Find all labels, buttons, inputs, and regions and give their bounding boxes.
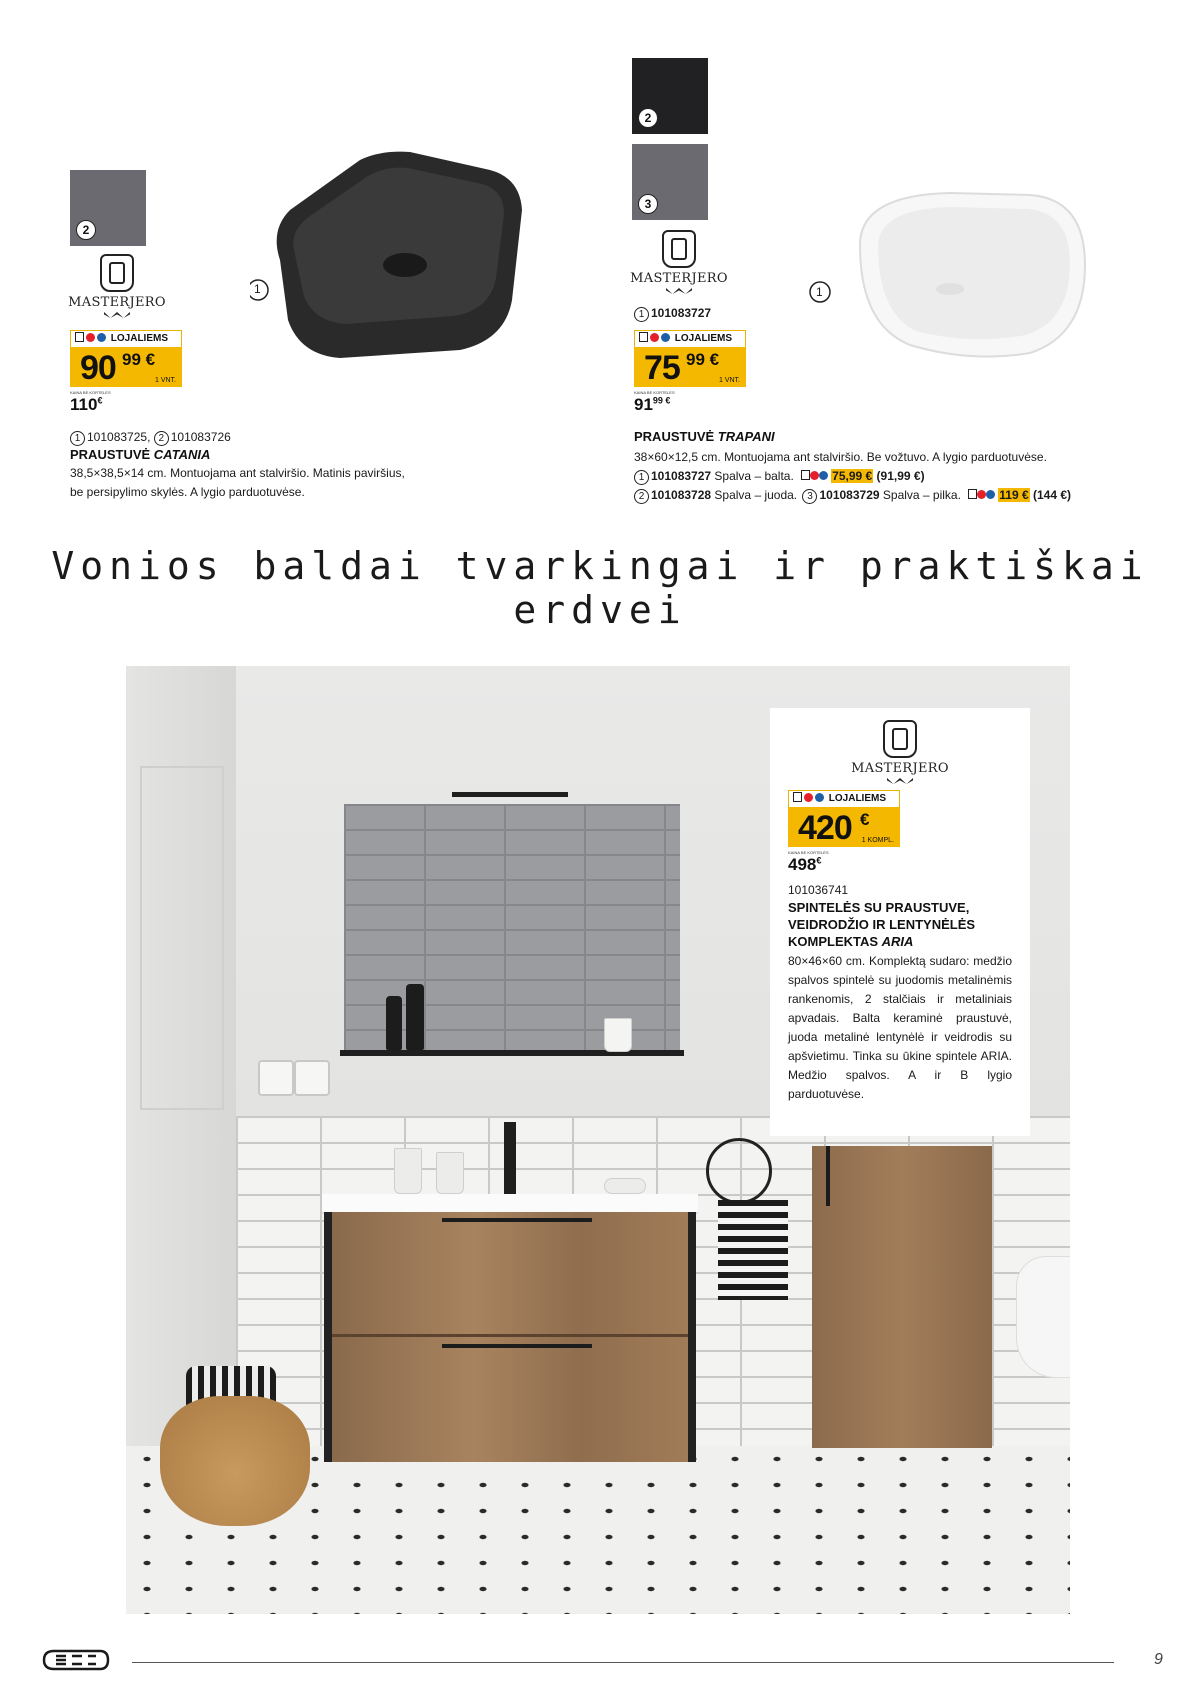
product-code: 101036741 <box>788 883 849 897</box>
brand-name: MASTERJERO <box>68 295 166 310</box>
price-unit: 1 KOMPL. <box>861 837 894 844</box>
old-price-sup: € <box>816 855 822 866</box>
no-sign-icon <box>86 333 95 342</box>
color-swatch-grey[interactable] <box>632 144 708 220</box>
old-price-main: 110 <box>70 395 98 414</box>
p-badge-icon <box>986 490 995 499</box>
brand-name: MASTERJERO <box>630 271 728 286</box>
no-sign-icon <box>804 793 813 802</box>
title-name: TRAPANI <box>717 429 775 444</box>
soap-dispenser <box>394 1148 422 1194</box>
catania-codes <box>70 428 231 446</box>
striped-towel <box>718 1200 788 1300</box>
bottle <box>406 984 424 1050</box>
cabinet-handle <box>826 1146 830 1206</box>
price-cents: € <box>860 810 870 829</box>
old-price-label: KAINA BE KORTELĖS <box>634 390 675 395</box>
old-price-main: 498 <box>788 855 817 874</box>
product-code: 101083725, <box>87 430 154 444</box>
swatch-number: 2 <box>638 108 658 128</box>
aria-description: 80×46×60 cm. Komplektą sudaro: medžio spalvos spintelė su juodomis metalinėmis rankenomis, 2 stalčiais ir metaliniais apvadais. Balta keraminė praustuvė, juoda metalinė lentynėlė ir veidrodis su apšvietimu. Tinka su ūkine spintele ARIA. Medžio spalvos. A ir B lygio parduotuvėse. <box>788 954 1012 1101</box>
jar <box>604 1018 632 1052</box>
variant-price: 75,99 € <box>832 469 873 483</box>
aria-title-line3 <box>788 933 1012 950</box>
masterjero-emblem-icon <box>883 720 917 758</box>
masterjero-logo <box>845 720 955 784</box>
code-number-icon: 3 <box>802 489 817 504</box>
variant-color: Spalva – pilka. <box>879 488 961 502</box>
soap-dish <box>604 1178 646 1194</box>
color-swatch-black[interactable] <box>632 58 708 134</box>
loyalty-label <box>70 330 182 347</box>
swatch-number: 3 <box>638 194 658 214</box>
price-box <box>70 347 182 387</box>
trapani-title <box>634 428 775 445</box>
mirror-light <box>452 792 568 797</box>
price-box <box>634 347 746 387</box>
loyalty-label <box>788 790 900 807</box>
aria-title-line2: VEIDRODŽIO IR LENTYNĖLĖS <box>788 917 976 932</box>
light-switch <box>258 1060 294 1096</box>
price-cents: 99 € <box>686 350 720 369</box>
swatch-number: 2 <box>76 220 96 240</box>
price-unit: 1 VNT. <box>154 377 176 384</box>
price-box <box>788 807 900 847</box>
masterjero-logo <box>62 254 172 318</box>
tall-cabinet <box>812 1146 992 1448</box>
product-code: 101083728 <box>651 488 712 502</box>
masterjero-emblem-icon <box>662 230 696 268</box>
old-price-sup: € <box>97 395 103 406</box>
loyalty-text: LOJALIEMS <box>674 333 733 344</box>
section-heading: Vonios baldai tvarkingai ir praktiškai erdvei <box>51 544 1149 632</box>
price-main: 90 <box>80 349 116 387</box>
price-tag-trapani <box>634 330 746 415</box>
old-price <box>70 395 182 415</box>
faucet <box>504 1122 516 1194</box>
aria-info-box <box>770 708 1030 1136</box>
masterjero-emblem-icon <box>100 254 134 292</box>
image-number: 1 <box>254 282 261 296</box>
wall-panel <box>126 666 236 1446</box>
code-number-icon: 1 <box>70 431 85 446</box>
product-code: 101083727 <box>651 306 712 320</box>
title-name: ARIA <box>881 934 914 949</box>
old-price <box>634 395 746 415</box>
product-code: 101083726 <box>170 430 231 444</box>
p-badge-icon <box>819 471 828 480</box>
wicker-basket <box>160 1396 310 1526</box>
page-number: 9 <box>1154 1651 1163 1668</box>
toothbrush-cup <box>436 1152 464 1194</box>
variant-color: Spalva – juoda. <box>711 488 798 502</box>
code-number-icon: 1 <box>634 470 649 485</box>
price-unit: 1 VNT. <box>718 377 740 384</box>
card-icon <box>801 470 810 480</box>
title-prefix: PRAUSTUVĖ <box>634 429 718 444</box>
crown-icon <box>887 778 913 784</box>
bottle <box>386 996 402 1050</box>
code-number-icon: 1 <box>634 307 649 322</box>
vanity-cabinet <box>324 1212 696 1462</box>
card-icon <box>793 792 802 802</box>
loyalty-text: LOJALIEMS <box>828 793 887 804</box>
catania-desc-line2: be persipylimo skylės. A lygio parduotuvėse. <box>70 485 305 499</box>
crown-icon <box>666 288 692 294</box>
catania-title <box>70 446 210 463</box>
price-tag-catania <box>70 330 182 415</box>
image-number: 1 <box>816 285 823 299</box>
title-prefix: PRAUSTUVĖ <box>70 447 154 462</box>
card-icon <box>968 489 977 499</box>
loyalty-label <box>634 330 746 347</box>
title-name: CATANIA <box>153 447 211 462</box>
old-price-main: 91 <box>634 395 653 414</box>
no-sign-icon <box>810 471 819 480</box>
price-cents: 99 € <box>122 350 156 369</box>
bathtub <box>1016 1256 1070 1378</box>
no-sign-icon <box>650 333 659 342</box>
brand-name: MASTERJERO <box>851 761 949 776</box>
price-main: 420 <box>798 809 852 847</box>
drawer-handle <box>442 1218 592 1222</box>
trapani-code-top <box>634 304 711 322</box>
crown-icon <box>104 312 130 318</box>
p-badge-icon <box>661 333 670 342</box>
title-prefix: KOMPLEKTAS <box>788 934 882 949</box>
old-price-label: KAINA BE KORTELĖS <box>70 390 111 395</box>
sink-countertop <box>322 1194 698 1214</box>
p-badge-icon <box>815 793 824 802</box>
towel-ring <box>706 1138 772 1204</box>
old-price-sup: 99 € <box>652 395 671 406</box>
light-switch <box>294 1060 330 1096</box>
variant-price: 119 € <box>999 488 1029 502</box>
product-code: 101083729 <box>819 488 880 502</box>
price-tag-aria <box>788 790 900 875</box>
trapani-variant-white <box>634 467 925 485</box>
price-main: 75 <box>644 349 680 387</box>
variant-color: Spalva – balta. <box>711 469 794 483</box>
aria-title-line1: SPINTELĖS SU PRAUSTUVE, <box>788 900 970 915</box>
footer-divider <box>132 1662 1114 1663</box>
variant-old-price: (91,99 €) <box>873 469 925 483</box>
code-number-icon: 2 <box>634 489 649 504</box>
old-price-label: KAINA BE KORTELĖS <box>788 850 829 855</box>
trapani-sink-image <box>800 185 1090 365</box>
trapani-variant-black-grey <box>634 486 1071 504</box>
black-shelf <box>340 1050 684 1056</box>
old-price <box>788 855 900 875</box>
trapani-desc-line1: 38×60×12,5 cm. Montuojama ant stalviršio. Be vožtuvo. A lygio parduotuvėse. <box>634 450 1047 464</box>
senukai-logo <box>40 1648 110 1672</box>
card-icon <box>639 332 648 342</box>
loyalty-text: LOJALIEMS <box>110 333 169 344</box>
code-number-icon: 2 <box>154 431 169 446</box>
catania-sink-image <box>250 150 540 360</box>
no-sign-icon <box>977 490 986 499</box>
color-swatch-grey[interactable] <box>70 170 146 246</box>
product-code: 101083727 <box>651 469 712 483</box>
catania-desc-line1: 38,5×38,5×14 cm. Montuojama ant stalviršio. Matinis paviršius, <box>70 466 405 480</box>
card-icon <box>75 332 84 342</box>
variant-old-price: (144 €) <box>1029 488 1072 502</box>
drawer-handle <box>442 1344 592 1348</box>
masterjero-logo <box>624 230 734 294</box>
p-badge-icon <box>97 333 106 342</box>
